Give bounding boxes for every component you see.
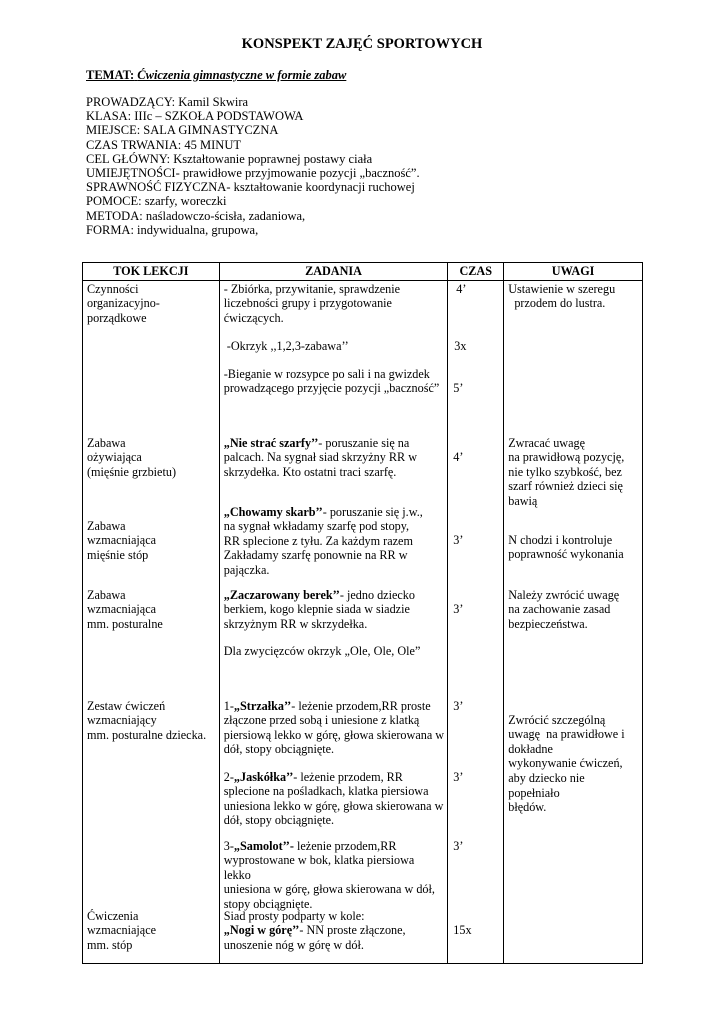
tok-line: mm. posturalne dziecka. — [87, 727, 207, 742]
tok-item — [87, 588, 216, 632]
info-line: FORMA: indywidualna, grupowa, — [86, 222, 259, 237]
uwaga-line: dokładne — [508, 741, 553, 756]
uwaga-line: Zwrócić szczególną — [508, 712, 606, 727]
uwaga — [508, 713, 639, 815]
zadanie-number: 2- — [223, 769, 234, 784]
zadanie-line: berkiem, kogo klepnie siada w siadzie — [223, 602, 410, 617]
zadanie-line: -Okrzyk ,,1,2,3-zabawa’’ — [223, 338, 349, 353]
tok-item — [87, 909, 216, 953]
zadanie — [224, 505, 445, 578]
zadanie-line: dół, stopy obciągnięte. — [223, 742, 335, 757]
zadanie — [224, 699, 445, 757]
zadanie — [224, 644, 445, 659]
czas-value: 3’ — [453, 769, 464, 784]
zadanie-line: stopy obciągnięte. — [223, 896, 313, 911]
zadanie-number: 1- — [223, 698, 234, 713]
header-tok: TOK LEKCJI — [83, 263, 220, 281]
tok-column — [83, 281, 219, 963]
zadanie — [224, 282, 445, 326]
uwaga-line: Zwracać uwagę — [508, 435, 586, 450]
zadanie-line: - leżenie przodem,RR proste — [291, 698, 431, 713]
czas-value: 3’ — [453, 532, 464, 547]
zadanie-line: - NN proste złączone, — [299, 923, 406, 938]
uwaga — [508, 436, 639, 509]
zadania-column — [220, 281, 448, 963]
uwaga-line: przodem do lustra. — [508, 296, 606, 311]
czas-value: 3’ — [453, 601, 464, 616]
zadanie-line: - poruszanie się na — [318, 435, 410, 450]
zadanie-line: pajączka. — [223, 562, 270, 577]
zadanie-line: uniesiona lekko w górę, głowa skierowana w — [223, 798, 444, 813]
tok-line: Czynności — [87, 281, 139, 296]
zadanie — [224, 839, 445, 912]
info-line: SPRAWNOŚĆ FIZYCZNA- kształtowanie koordynacji ruchowej — [86, 180, 415, 195]
czas-column — [448, 281, 503, 963]
tok-line: Zabawa — [87, 587, 126, 602]
uwaga — [508, 533, 639, 562]
zadanie-line: - Zbiórka, przywitanie, sprawdzenie — [223, 281, 401, 296]
info-line: METODA: naśladowczo-ścisła, zadaniowa, — [86, 208, 306, 223]
uwaga-line: wykonywanie ćwiczeń, — [508, 756, 623, 771]
uwaga — [508, 282, 639, 311]
zadanie-title: „Samolot’’- — [233, 838, 294, 853]
uwaga-line: na prawidłową pozycję, — [508, 450, 625, 465]
uwaga-line: szarf również dzieci się — [508, 479, 623, 494]
zadanie-line: złączone przed sobą i uniesione z klatką — [223, 713, 420, 728]
uwaga-line: bezpieczeństwa. — [508, 616, 588, 631]
uwaga-line: uwagę na prawidłowe i — [508, 727, 625, 742]
zadanie-line: - poruszanie się j.w., — [322, 504, 423, 519]
topic-value: Ćwiczenia gimnastyczne w formie zabaw — [137, 68, 347, 82]
tok-line: porządkowe — [87, 310, 147, 325]
zadanie-line: - jedno dziecko — [339, 587, 415, 602]
zadanie-line: Dla zwycięzców okrzyk „Ole, Ole, Ole” — [223, 643, 421, 658]
tok-line: ożywiająca — [87, 450, 142, 465]
czas-value: 5’ — [453, 380, 464, 395]
zadanie-line: RR splecione z tyłu. Za każdym razem — [223, 533, 413, 548]
tok-line: mięśnie stóp — [87, 547, 149, 562]
czas-value: 15x — [453, 922, 472, 937]
lesson-table — [82, 262, 643, 964]
zadanie — [224, 909, 445, 953]
header-zadania: ZADANIA — [219, 263, 448, 281]
tok-line: wzmacniający — [87, 713, 157, 728]
tok-line: mm. stóp — [87, 937, 133, 952]
zadanie-title: „Strzałka’’ — [233, 698, 292, 713]
uwaga — [508, 588, 639, 632]
uwaga-line: poprawność wykonania — [508, 547, 624, 562]
info-line: UMIEJĘTNOŚCI- prawidłowe przyjmowanie pozycji „baczność”. — [86, 166, 420, 181]
czas-value: 3’ — [453, 698, 464, 713]
tok-item — [87, 436, 216, 480]
info-line: POMOCE: szarfy, woreczki — [86, 194, 227, 209]
zadanie-line: Zakładamy szarfę ponownie na RR w — [223, 548, 408, 563]
tok-line: Zabawa — [87, 518, 126, 533]
zadanie — [224, 436, 445, 480]
info-line: CZAS TRWANIA: 45 MINUT — [86, 137, 241, 152]
zadanie-title: „Nie strać szarfy’’ — [223, 435, 319, 450]
header-uwagi: UWAGI — [504, 263, 643, 281]
zadanie-title: „Chowamy skarb’’ — [223, 504, 323, 519]
zadanie-line: Siad prosty podparty w kole: — [223, 908, 365, 923]
uwaga-line: błędów. — [508, 800, 547, 815]
zadanie-line: unoszenie nóg w górę w dół. — [223, 937, 364, 952]
zadanie-line: uniesiona w górę, głowa skierowana w dół, — [223, 882, 435, 897]
topic-label: TEMAT: — [86, 68, 135, 82]
zadanie-title: „Zaczarowany berek’’ — [223, 587, 340, 602]
tok-line: wzmacniająca — [87, 602, 157, 617]
tok-line: mm. posturalne — [87, 616, 163, 631]
info-line: PROWADZĄCY: Kamil Skwira — [86, 95, 249, 109]
zadanie-line: - leżenie przodem, RR — [293, 769, 403, 784]
zadanie — [224, 770, 445, 828]
zadanie-line: piersiową lekko w górę, głowa skierowana w — [223, 727, 445, 742]
zadanie — [224, 367, 445, 396]
tok-line: wzmacniająca — [87, 533, 157, 548]
tok-line: organizacyjno- — [87, 296, 160, 311]
table-row — [83, 280, 643, 963]
tok-line: wzmacniające — [87, 923, 157, 938]
zadanie-title: „Nogi w górę’’ — [223, 923, 300, 938]
tok-item — [87, 282, 216, 326]
uwaga-line: Należy zwrócić uwagę — [508, 587, 620, 602]
uwaga-line: bawią — [508, 493, 538, 508]
zadanie — [224, 339, 445, 354]
uwagi-column — [504, 281, 642, 963]
page-title: KONSPEKT ZAJĘĆ SPORTOWYCH — [241, 36, 483, 52]
zadanie-line: wyprostowane w bok, klatka piersiowa lekko — [223, 853, 415, 882]
tok-line: Zabawa — [87, 435, 126, 450]
tok-item — [87, 519, 216, 563]
zadanie-line: na sygnał wkładamy szarfę pod stopy, — [223, 519, 410, 534]
czas-value: 3x — [454, 338, 467, 353]
header-czas: CZAS — [448, 263, 504, 281]
zadanie-title: „Jaskółka’’ — [233, 769, 294, 784]
info-line: CEL GŁÓWNY: Kształtowanie poprawnej postawy ciała — [86, 151, 373, 166]
tok-line: Zestaw ćwiczeń — [87, 698, 166, 713]
zadanie-line: dół, stopy obciągnięte. — [223, 813, 335, 828]
zadanie-line: -Bieganie w rozsypce po sali i na gwizdek — [223, 366, 430, 381]
zadanie-number: 3- — [223, 838, 234, 853]
info-line: KLASA: IIIc – SZKOŁA PODSTAWOWA — [86, 109, 304, 124]
zadanie-line: ćwiczących. — [223, 310, 284, 325]
zadanie-line: prowadzącego przyjęcie pozycji „baczność” — [223, 381, 440, 396]
info-block — [86, 95, 420, 237]
czas-value: 4’ — [453, 449, 464, 464]
tok-item — [87, 699, 216, 743]
uwaga-line: nie tylko szybkość, bez — [508, 464, 622, 479]
uwaga-line: na zachowanie zasad — [508, 602, 611, 617]
czas-value: 3’ — [453, 838, 464, 853]
zadanie-line: liczebności grupy i przygotowanie — [223, 296, 392, 311]
zadanie-line: splecione na pośladkach, klatka piersiowa — [223, 784, 429, 799]
uwaga-line: aby dziecko nie popełniało — [508, 770, 585, 800]
zadanie-line: skrzyżnym RR w skrzydełka. — [223, 616, 368, 631]
uwaga-line: N chodzi i kontroluje — [508, 532, 613, 547]
zadanie-line: palcach. Na sygnał siad skrzyżny RR w — [223, 450, 418, 465]
uwaga-line: Ustawienie w szeregu — [508, 281, 616, 296]
topic — [86, 68, 346, 83]
czas-value: 4’ — [456, 281, 467, 296]
zadanie — [224, 588, 445, 632]
zadanie-line: skrzydełka. Kto ostatni traci szarfę. — [223, 464, 397, 479]
tok-line: (mięśnie grzbietu) — [87, 464, 177, 479]
tok-line: Ćwiczenia — [87, 908, 139, 923]
zadanie-line: leżenie przodem,RR — [293, 838, 397, 853]
info-line: MIEJSCE: SALA GIMNASTYCZNA — [86, 123, 279, 138]
table-header-row — [83, 263, 643, 281]
